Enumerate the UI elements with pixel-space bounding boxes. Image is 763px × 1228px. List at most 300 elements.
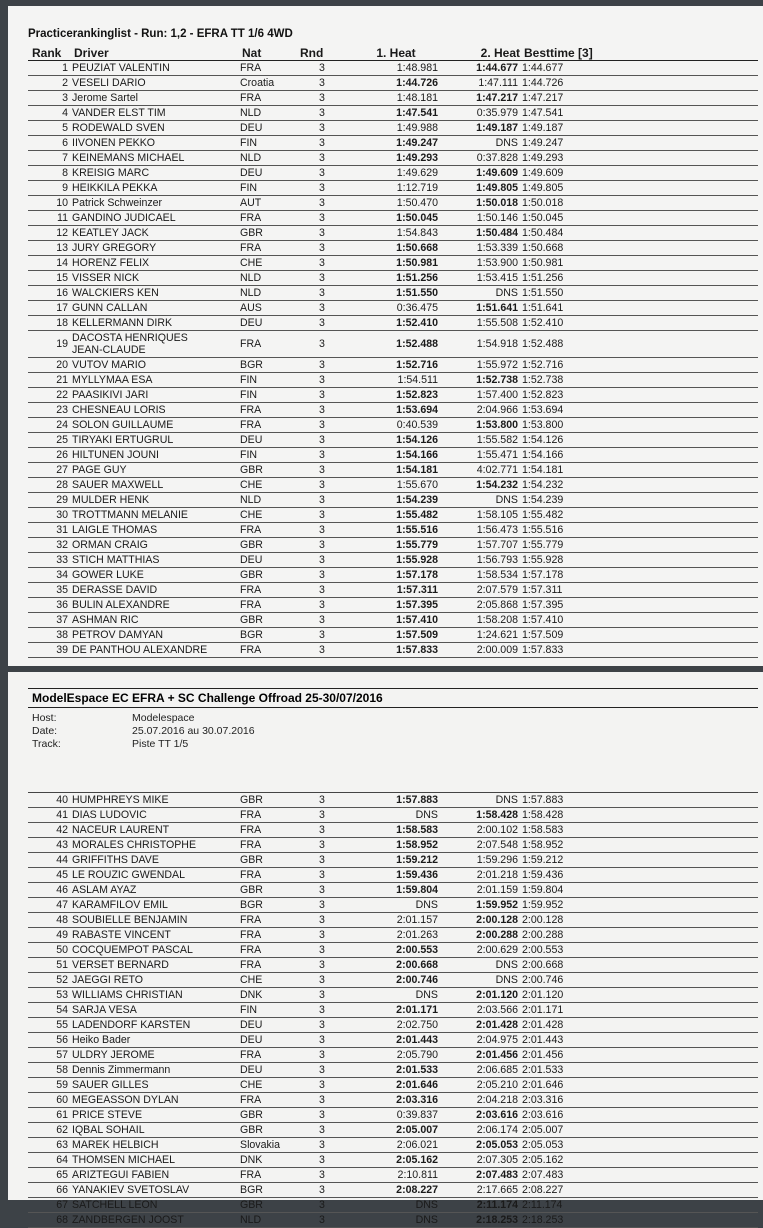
round-cell: 3: [296, 463, 348, 478]
heat2-cell: 1:55.582: [440, 433, 520, 448]
heat2-cell: 2:03.566: [440, 1003, 520, 1018]
heat1-cell: 1:55.516: [348, 523, 440, 538]
driver-cell: [70, 331, 238, 358]
besttime-cell: 1:50.484: [520, 226, 758, 241]
heat2-cell: 1:47.217: [440, 91, 520, 106]
round-cell: 3: [296, 943, 348, 958]
rank-cell: 23: [28, 403, 70, 418]
heat2-cell: 1:55.508: [440, 316, 520, 331]
driver-cell: BULIN ALEXANDRE: [70, 598, 238, 613]
table-row: [28, 121, 758, 136]
heat2-cell: 2:05.053: [440, 1138, 520, 1153]
nat-cell: DEU: [238, 166, 296, 181]
heat2-cell: 1:58.428: [440, 808, 520, 823]
table-row: [28, 256, 758, 271]
driver-cell: RABASTE VINCENT: [70, 928, 238, 943]
rank-cell: 21: [28, 373, 70, 388]
nat-cell: GBR: [238, 538, 296, 553]
rank-cell: 19: [28, 331, 70, 358]
rank-cell: 40: [28, 793, 70, 808]
heat2-cell: 2:04.966: [440, 403, 520, 418]
nat-cell: FRA: [238, 868, 296, 883]
rank-cell: 60: [28, 1093, 70, 1108]
driver-cell: ASLAM AYAZ: [70, 883, 238, 898]
rank-cell: 11: [28, 211, 70, 226]
besttime-cell: 1:57.395: [520, 598, 758, 613]
rank-cell: 17: [28, 301, 70, 316]
besttime-cell: 2:18.253: [520, 1213, 758, 1228]
driver-cell: HORENZ FELIX: [70, 256, 238, 271]
table-row: [28, 523, 758, 538]
driver-cell: GANDINO JUDICAEL: [70, 211, 238, 226]
heat1-cell: 2:01.646: [348, 1078, 440, 1093]
driver-cell: SAUER GILLES: [70, 1078, 238, 1093]
nat-cell: NLD: [238, 1213, 296, 1228]
driver-cell: SOLON GUILLAUME: [70, 418, 238, 433]
header-heat1: 1. Heat: [348, 46, 440, 61]
nat-cell: DEU: [238, 1018, 296, 1033]
round-cell: 3: [296, 61, 348, 76]
heat2-cell: DNS: [440, 286, 520, 301]
nat-cell: FRA: [238, 241, 296, 256]
heat2-cell: 2:00.288: [440, 928, 520, 943]
round-cell: 3: [296, 928, 348, 943]
rank-cell: 44: [28, 853, 70, 868]
heat1-cell: 1:58.583: [348, 823, 440, 838]
driver-cell: YANAKIEV SVETOSLAV: [70, 1183, 238, 1198]
round-cell: 3: [296, 553, 348, 568]
heat1-cell: DNS: [348, 1198, 440, 1213]
driver-cell: HEIKKILA PEKKA: [70, 181, 238, 196]
rank-cell: 41: [28, 808, 70, 823]
besttime-cell: 1:51.256: [520, 271, 758, 286]
heat1-cell: DNS: [348, 898, 440, 913]
heat2-cell: 2:03.616: [440, 1108, 520, 1123]
round-cell: 3: [296, 598, 348, 613]
round-cell: 3: [296, 136, 348, 151]
heat2-cell: 1:53.339: [440, 241, 520, 256]
driver-cell: PAGE GUY: [70, 463, 238, 478]
besttime-cell: 2:01.533: [520, 1063, 758, 1078]
nat-cell: FRA: [238, 403, 296, 418]
heat1-cell: DNS: [348, 1213, 440, 1228]
besttime-cell: 1:59.436: [520, 868, 758, 883]
heat2-cell: DNS: [440, 793, 520, 808]
table-row: [28, 1003, 758, 1018]
round-cell: 3: [296, 988, 348, 1003]
nat-cell: GBR: [238, 613, 296, 628]
driver-name-line1: DACOSTA HENRIQUES: [72, 332, 188, 344]
heat2-cell: 0:37.828: [440, 151, 520, 166]
table-row: [28, 808, 758, 823]
rank-cell: 10: [28, 196, 70, 211]
heat1-cell: 1:50.470: [348, 196, 440, 211]
round-cell: 3: [296, 808, 348, 823]
driver-cell: RODEWALD SVEN: [70, 121, 238, 136]
round-cell: 3: [296, 301, 348, 316]
heat1-cell: 2:06.021: [348, 1138, 440, 1153]
rank-cell: 47: [28, 898, 70, 913]
rank-cell: 48: [28, 913, 70, 928]
round-cell: 3: [296, 1198, 348, 1213]
nat-cell: FRA: [238, 943, 296, 958]
round-cell: 3: [296, 448, 348, 463]
nat-cell: DEU: [238, 316, 296, 331]
round-cell: 3: [296, 1138, 348, 1153]
heat2-cell: 1:52.738: [440, 373, 520, 388]
table-row: [28, 1108, 758, 1123]
heat2-cell: 2:01.218: [440, 868, 520, 883]
driver-cell: MAREK HELBICH: [70, 1138, 238, 1153]
heat2-cell: 2:00.629: [440, 943, 520, 958]
table-row: [28, 928, 758, 943]
rank-cell: 33: [28, 553, 70, 568]
rank-cell: 12: [28, 226, 70, 241]
heat2-cell: 2:06.174: [440, 1123, 520, 1138]
nat-cell: GBR: [238, 1108, 296, 1123]
heat1-cell: 1:57.178: [348, 568, 440, 583]
heat1-cell: 1:55.670: [348, 478, 440, 493]
table-row: [28, 1048, 758, 1063]
round-cell: 3: [296, 181, 348, 196]
heat1-cell: 1:52.716: [348, 358, 440, 373]
round-cell: 3: [296, 583, 348, 598]
driver-cell: GOWER LUKE: [70, 568, 238, 583]
table-row: [28, 553, 758, 568]
nat-cell: FIN: [238, 388, 296, 403]
header-besttime: Besttime [3]: [520, 46, 758, 61]
heat2-cell: 4:02.771: [440, 463, 520, 478]
rank-cell: 53: [28, 988, 70, 1003]
besttime-cell: 2:05.007: [520, 1123, 758, 1138]
driver-cell: IQBAL SOHAIL: [70, 1123, 238, 1138]
rank-cell: 43: [28, 838, 70, 853]
round-cell: 3: [296, 121, 348, 136]
rank-cell: 31: [28, 523, 70, 538]
track-line: [32, 738, 188, 750]
heat1-cell: 1:54.181: [348, 463, 440, 478]
heat1-cell: 1:52.410: [348, 316, 440, 331]
heat2-cell: 1:56.793: [440, 553, 520, 568]
round-cell: 3: [296, 1018, 348, 1033]
table-row: [28, 433, 758, 448]
nat-cell: GBR: [238, 793, 296, 808]
rank-cell: 45: [28, 868, 70, 883]
driver-cell: DE PANTHOU ALEXANDRE: [70, 643, 238, 658]
heat2-cell: 1:59.296: [440, 853, 520, 868]
date-value: 25.07.2016 au 30.07.2016: [132, 725, 255, 737]
besttime-cell: 2:00.746: [520, 973, 758, 988]
driver-cell: CHESNEAU LORIS: [70, 403, 238, 418]
heat2-cell: 1:56.473: [440, 523, 520, 538]
driver-cell: TIRYAKI ERTUGRUL: [70, 433, 238, 448]
heat2-cell: 1:53.800: [440, 418, 520, 433]
besttime-cell: 1:51.641: [520, 301, 758, 316]
heat1-cell: 1:54.126: [348, 433, 440, 448]
round-cell: 3: [296, 418, 348, 433]
rank-cell: 27: [28, 463, 70, 478]
rank-cell: 64: [28, 1153, 70, 1168]
besttime-cell: 1:49.609: [520, 166, 758, 181]
nat-cell: BGR: [238, 358, 296, 373]
table-row: [28, 358, 758, 373]
nat-cell: GBR: [238, 1123, 296, 1138]
round-cell: 3: [296, 898, 348, 913]
driver-cell: STICH MATTHIAS: [70, 553, 238, 568]
table-row: [28, 1018, 758, 1033]
round-cell: 3: [296, 286, 348, 301]
rank-cell: 8: [28, 166, 70, 181]
heat2-cell: 1:55.972: [440, 358, 520, 373]
heat2-cell: 1:49.187: [440, 121, 520, 136]
nat-cell: FRA: [238, 583, 296, 598]
heat2-cell: 2:07.548: [440, 838, 520, 853]
header-rnd: Rnd: [296, 46, 348, 61]
heat1-cell: 2:00.553: [348, 943, 440, 958]
heat1-cell: 1:51.550: [348, 286, 440, 301]
heat2-cell: 0:35.979: [440, 106, 520, 121]
driver-cell: PETROV DAMYAN: [70, 628, 238, 643]
besttime-cell: 2:01.428: [520, 1018, 758, 1033]
table-row: [28, 316, 758, 331]
table-row: [28, 91, 758, 106]
rank-cell: 24: [28, 418, 70, 433]
rank-cell: 7: [28, 151, 70, 166]
besttime-cell: 2:01.171: [520, 1003, 758, 1018]
driver-cell: HUMPHREYS MIKE: [70, 793, 238, 808]
table-row: [28, 1198, 758, 1213]
heat2-cell: 2:00.102: [440, 823, 520, 838]
nat-cell: FIN: [238, 448, 296, 463]
rank-cell: 61: [28, 1108, 70, 1123]
nat-cell: FRA: [238, 61, 296, 76]
round-cell: 3: [296, 643, 348, 658]
driver-cell: JURY GREGORY: [70, 241, 238, 256]
heat1-cell: 1:57.311: [348, 583, 440, 598]
round-cell: 3: [296, 1123, 348, 1138]
round-cell: 3: [296, 388, 348, 403]
table-row: [28, 643, 758, 658]
heat2-cell: 1:24.621: [440, 628, 520, 643]
heat2-cell: 2:00.009: [440, 643, 520, 658]
round-cell: 3: [296, 883, 348, 898]
nat-cell: FRA: [238, 958, 296, 973]
nat-cell: FRA: [238, 598, 296, 613]
round-cell: 3: [296, 1168, 348, 1183]
besttime-cell: 1:49.293: [520, 151, 758, 166]
heat1-cell: 2:01.171: [348, 1003, 440, 1018]
round-cell: 3: [296, 538, 348, 553]
heat2-cell: 1:58.208: [440, 613, 520, 628]
nat-cell: FRA: [238, 418, 296, 433]
rank-cell: 3: [28, 91, 70, 106]
heat1-cell: 0:40.539: [348, 418, 440, 433]
rank-cell: 6: [28, 136, 70, 151]
table-row: [28, 853, 758, 868]
table-row: [28, 463, 758, 478]
heat2-cell: 2:05.210: [440, 1078, 520, 1093]
table-row: [28, 1033, 758, 1048]
driver-cell: THOMSEN MICHAEL: [70, 1153, 238, 1168]
table-row: [28, 988, 758, 1003]
heat2-cell: 1:58.534: [440, 568, 520, 583]
round-cell: 3: [296, 793, 348, 808]
besttime-cell: 2:05.162: [520, 1153, 758, 1168]
heat1-cell: 1:54.166: [348, 448, 440, 463]
besttime-cell: 1:57.178: [520, 568, 758, 583]
besttime-cell: 2:07.483: [520, 1168, 758, 1183]
rank-cell: 58: [28, 1063, 70, 1078]
rank-cell: 20: [28, 358, 70, 373]
driver-cell: ULDRY JEROME: [70, 1048, 238, 1063]
besttime-cell: 1:51.550: [520, 286, 758, 301]
heat1-cell: 1:55.928: [348, 553, 440, 568]
table-row: [28, 943, 758, 958]
heat1-cell: 1:55.779: [348, 538, 440, 553]
table-row: [28, 418, 758, 433]
rank-cell: 67: [28, 1198, 70, 1213]
table-row: [28, 598, 758, 613]
nat-cell: NLD: [238, 151, 296, 166]
table-row: [28, 898, 758, 913]
heat2-cell: 1:59.952: [440, 898, 520, 913]
table-row: [28, 583, 758, 598]
table-row: [28, 271, 758, 286]
besttime-cell: 1:49.805: [520, 181, 758, 196]
heat2-cell: DNS: [440, 958, 520, 973]
driver-cell: LADENDORF KARSTEN: [70, 1018, 238, 1033]
nat-cell: FRA: [238, 838, 296, 853]
rank-cell: 2: [28, 76, 70, 91]
round-cell: 3: [296, 838, 348, 853]
heat2-cell: 2:01.159: [440, 883, 520, 898]
nat-cell: DEU: [238, 1063, 296, 1078]
round-cell: 3: [296, 403, 348, 418]
nat-cell: DEU: [238, 1033, 296, 1048]
heat1-cell: 1:48.181: [348, 91, 440, 106]
driver-cell: SATCHELL LEON: [70, 1198, 238, 1213]
round-cell: 3: [296, 1078, 348, 1093]
besttime-cell: 1:50.981: [520, 256, 758, 271]
heat1-cell: 2:08.227: [348, 1183, 440, 1198]
round-cell: 3: [296, 91, 348, 106]
driver-cell: DIAS LUDOVIC: [70, 808, 238, 823]
besttime-cell: 2:00.668: [520, 958, 758, 973]
besttime-cell: 2:03.316: [520, 1093, 758, 1108]
table-row: [28, 1093, 758, 1108]
ranking-list-title: Practicerankinglist - Run: 1,2 - EFRA TT 1/6 4WD: [28, 28, 293, 40]
driver-cell: Jerome Sartel: [70, 91, 238, 106]
driver-cell: Patrick Schweinzer: [70, 196, 238, 211]
round-cell: 3: [296, 271, 348, 286]
table-row: [28, 196, 758, 211]
driver-cell: SARJA VESA: [70, 1003, 238, 1018]
nat-cell: FIN: [238, 1003, 296, 1018]
round-cell: 3: [296, 523, 348, 538]
nat-cell: FIN: [238, 181, 296, 196]
rank-cell: 52: [28, 973, 70, 988]
rank-cell: 38: [28, 628, 70, 643]
table-row: [28, 388, 758, 403]
heat2-cell: 1:50.484: [440, 226, 520, 241]
heat1-cell: 1:58.952: [348, 838, 440, 853]
besttime-cell: 1:54.166: [520, 448, 758, 463]
table-row: [28, 151, 758, 166]
rank-cell: 59: [28, 1078, 70, 1093]
round-cell: 3: [296, 868, 348, 883]
round-cell: 3: [296, 478, 348, 493]
driver-cell: KELLERMANN DIRK: [70, 316, 238, 331]
round-cell: 3: [296, 241, 348, 256]
rank-cell: 32: [28, 538, 70, 553]
heat2-cell: 2:07.579: [440, 583, 520, 598]
nat-cell: FRA: [238, 523, 296, 538]
heat2-cell: 2:04.218: [440, 1093, 520, 1108]
besttime-cell: 1:59.804: [520, 883, 758, 898]
ranking-table-2: [28, 792, 758, 1228]
besttime-cell: 1:54.181: [520, 463, 758, 478]
round-cell: 3: [296, 358, 348, 373]
heat1-cell: 1:50.981: [348, 256, 440, 271]
nat-cell: AUS: [238, 301, 296, 316]
heat1-cell: 0:39.837: [348, 1108, 440, 1123]
round-cell: 3: [296, 196, 348, 211]
round-cell: 3: [296, 1048, 348, 1063]
besttime-cell: 1:49.247: [520, 136, 758, 151]
driver-cell: VESELI DARIO: [70, 76, 238, 91]
driver-cell: ORMAN CRAIG: [70, 538, 238, 553]
nat-cell: CHE: [238, 973, 296, 988]
rank-cell: 55: [28, 1018, 70, 1033]
nat-cell: NLD: [238, 286, 296, 301]
driver-cell: NACEUR LAURENT: [70, 823, 238, 838]
heat2-cell: 2:06.685: [440, 1063, 520, 1078]
round-cell: 3: [296, 316, 348, 331]
round-cell: 3: [296, 628, 348, 643]
rank-cell: 57: [28, 1048, 70, 1063]
heat2-cell: 1:54.232: [440, 478, 520, 493]
driver-cell: ZANDBERGEN JOOST: [70, 1213, 238, 1228]
rank-cell: 54: [28, 1003, 70, 1018]
heat1-cell: 1:48.981: [348, 61, 440, 76]
besttime-cell: 2:01.646: [520, 1078, 758, 1093]
heat1-cell: 2:01.157: [348, 913, 440, 928]
heat1-cell: 1:52.488: [348, 331, 440, 358]
driver-cell: LAIGLE THOMAS: [70, 523, 238, 538]
rank-cell: 62: [28, 1123, 70, 1138]
heat1-cell: 2:01.443: [348, 1033, 440, 1048]
driver-cell: VANDER ELST TIM: [70, 106, 238, 121]
heat1-cell: 1:54.511: [348, 373, 440, 388]
besttime-cell: 2:01.120: [520, 988, 758, 1003]
nat-cell: Slovakia: [238, 1138, 296, 1153]
round-cell: 3: [296, 1153, 348, 1168]
round-cell: 3: [296, 493, 348, 508]
heat1-cell: 1:55.482: [348, 508, 440, 523]
besttime-cell: 1:54.239: [520, 493, 758, 508]
heat1-cell: 1:57.833: [348, 643, 440, 658]
heat2-cell: 1:58.105: [440, 508, 520, 523]
rank-cell: 36: [28, 598, 70, 613]
heat1-cell: 1:59.212: [348, 853, 440, 868]
rank-cell: 49: [28, 928, 70, 943]
nat-cell: GBR: [238, 226, 296, 241]
nat-cell: CHE: [238, 478, 296, 493]
heat2-cell: 1:50.018: [440, 196, 520, 211]
heat2-cell: 2:01.428: [440, 1018, 520, 1033]
round-cell: 3: [296, 823, 348, 838]
rank-cell: 5: [28, 121, 70, 136]
